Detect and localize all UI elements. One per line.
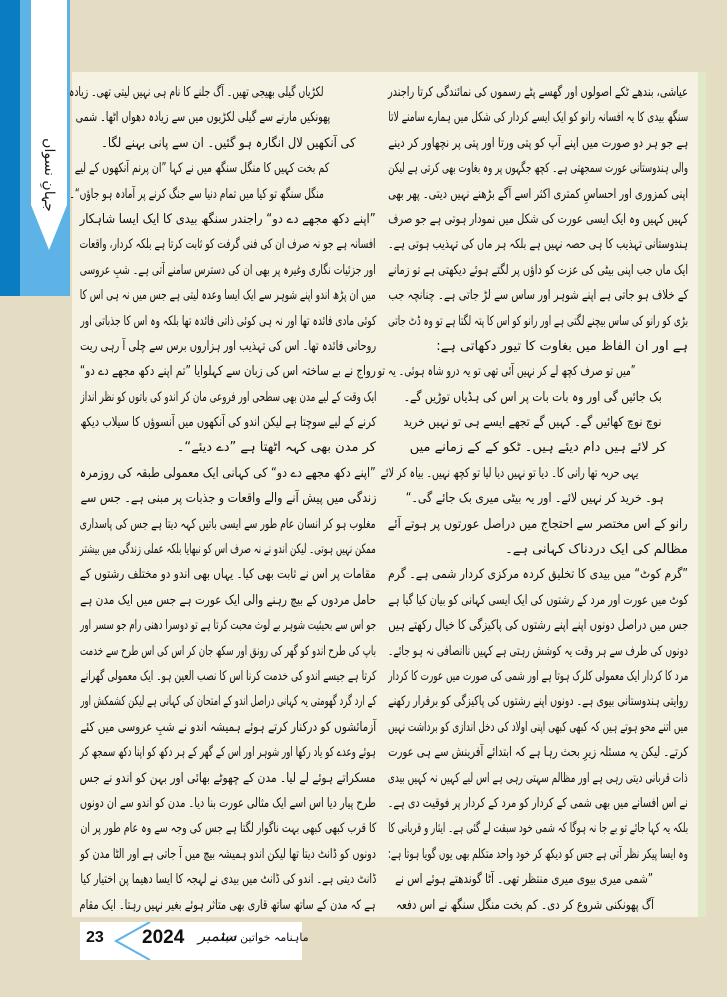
text-line	[388, 486, 688, 511]
text-line-content: میں اتنے محو ہوتے ہیں کہ کبھی کبھی اپنی اولاد کی دخل اندازی کو برداشت نہیں	[388, 719, 688, 735]
text-line	[388, 80, 688, 105]
text-line	[388, 385, 688, 410]
text-line	[80, 131, 376, 156]
text-line	[388, 740, 688, 765]
text-line-content: یہی حربہ تھا رانی کا۔ دیا تو نہیں دیا لیا تو کچھ نہیں۔ بیاہ کر لائے	[380, 465, 639, 481]
text-line	[80, 385, 376, 410]
text-line	[388, 893, 688, 918]
text-line	[388, 867, 688, 892]
text-line	[388, 258, 688, 283]
page-number: 23	[86, 929, 104, 946]
text-line-content: ”شمی میری بیوی میری منتظر تھی۔ آٹا گوندھتے ہوئے اس نے	[394, 872, 653, 888]
text-line	[388, 182, 688, 207]
text-line-content: ہوئے وعدے کو یاد رکھا اور شوہر اور اس کے گھر کے ہر دکھ کو اپنا دکھ سمجھ کر	[80, 745, 376, 761]
text-line	[388, 156, 688, 181]
text-line	[80, 867, 376, 892]
text-line	[388, 131, 688, 156]
text-line	[80, 461, 376, 486]
text-line-content: مظالم کی ایک دردناک کہانی ہے۔	[505, 542, 688, 558]
text-line	[80, 816, 376, 841]
text-line-content: کے ارد گرد گھومتی یہ کہانی دراصل اندو کے امتحان کی کہانی ہے لیکن کشمکش اور	[80, 694, 376, 710]
text-line-content: ”اپنے دکھ مجھے دے دو“ راجندر سنگھ بیدی کا ایک ایسا شاہکار	[80, 211, 376, 227]
text-line-content: طرح پیار دیا اس اسے ایک مثالی عورت بنا دیا۔ مدن کو اندو سے ان دونوں	[80, 795, 376, 811]
text-line-content: ہندوستانی تہذیب کا ہی حصہ نہیں ہے بلکہ ہر ماں کی تہذیب ہوتی ہے۔	[388, 237, 688, 253]
text-line-content: وہ ایسا پیکر نظر آتی ہے جس کو دیکھ کر خود واحد متکلم بھی یوں گویا ہوتا ہے:	[388, 846, 688, 862]
text-line-content: کم بخت کہیں کا منگل سنگھ میں نے کہا ”ان پرنم آنکھوں کے لیے	[74, 161, 330, 177]
text-line	[380, 461, 688, 486]
text-line-content: دونوں کی طرف سے ہر وقت یہ کوشش رہتی ہے کہیں ناانصافی نہ ہو جائے۔	[388, 643, 688, 659]
text-line-content: افسانہ ہے جو نہ صرف ان کی فنی گرفت کو ثابت کرتا ہے بلکہ کردار، واقعات	[80, 237, 376, 253]
text-line	[388, 435, 688, 460]
text-line-content: ممکن نہیں ہوتی۔ لیکن اندو نے نہ صرف اس کو نبھایا بلکہ عملی زندگی میں بیشتر	[80, 542, 376, 558]
text-column-right	[377, 80, 688, 918]
text-line-content: مسکراتے ہوئے لے لیا۔ مدن کے چھوٹے بھائی اور بہن کو اندو نے جس	[80, 770, 376, 786]
text-line-content: ”گرم کوٹ“ میں بیدی کا تخلیق کردہ مرکزی کردار شمی ہے۔ گرم	[388, 567, 688, 583]
text-line-content: جس میں دراصل دونوں اپنے اپنے رشتوں کی پاکیزگی کا خیال رکھتے ہیں	[388, 618, 688, 634]
text-line-content: روحانی فائدہ تھا۔ اس کی تہذیب اور ہزاروں برس سے چلی آ رہی ریت	[80, 338, 376, 354]
text-line	[75, 105, 376, 130]
text-line-content: نے اس افسانے میں بھی شمی کے کردار کو مرد کے کردار پر فوقیت دی ہے۔	[388, 795, 688, 811]
issue-month: ستمبر	[198, 927, 237, 945]
text-line-content: کرنے کے لیے سوچتا ہے لیکن اندو کی آنکھوں میں آنسوؤں کا سیلاب دیکھ	[80, 415, 376, 431]
text-line-content: ہو۔ خرید کر نہیں لائے۔ اور یہ بیٹی میری بک جائے گی۔“	[406, 491, 665, 507]
text-line-content: والی ہندوستانی عورت سمجھتی ہے۔ کچھ جگہوں پر وہ بغاوت بھی کرتی ہے لیکن	[388, 161, 688, 177]
text-line-content: دونوں کو ڈانٹ دیتا تھا لیکن اندو ہمیشہ بیچ میں آ جاتی ہے اور الٹا مدن کو	[80, 846, 376, 862]
text-line-content: ڈانٹ دیتی ہے۔ اندو کی ڈانٹ میں بیدی نے لہجہ کا ایسا دھیما پن اختیار کیا	[80, 872, 376, 888]
text-line	[80, 207, 376, 232]
text-line-content: مقامات پر اس نے ثابت بھی کیا۔ یہاں بھی اندو دو مختلف رشتوں کے	[80, 567, 376, 583]
text-line	[80, 309, 376, 334]
text-line	[388, 791, 688, 816]
text-column-left	[68, 80, 376, 918]
text-line	[80, 410, 376, 435]
text-line	[68, 80, 376, 105]
text-line-content: بلکہ یہ کہا جائے تو بے جا نہ ہوگا کہ شمی خود سبقت لے گئی ہے۔ ایثار و قربانی کا	[388, 821, 688, 837]
text-line	[388, 105, 688, 130]
text-line	[388, 664, 688, 689]
text-line	[80, 435, 376, 460]
text-line	[388, 334, 688, 359]
text-line-content: اور جزئیات نگاری وغیرہ پر بھی ان کی دسترس سامنے آتی ہے۔ شبِ عروسی	[80, 262, 376, 278]
text-line-content: منگل سنگھ تو کیا میں تمام دنیا سے جنگ کرنے پر آمادہ ہو جاؤں“۔	[69, 186, 324, 202]
section-tab-label: جہانِ نسواں	[41, 138, 57, 212]
text-line	[80, 232, 376, 257]
text-line	[388, 410, 688, 435]
text-line-content: جو اس سے بحیثیت شوہر بے لوث محبت کرتا ہے تو دوسرا دھنی رام جو سسر اور	[80, 618, 376, 634]
text-line	[80, 664, 376, 689]
text-line-content: عیاشی، بندھے ٹکے اصولوں اور گھسے پٹے رسموں کی نمائندگی کرتا راجندر	[388, 85, 688, 100]
text-line-content: ہے اور ان الفاظ میں بغاوت کا تیور دکھاتی ہے:	[436, 338, 688, 354]
text-line	[80, 486, 376, 511]
text-line	[80, 512, 376, 537]
text-line-content: آگ پھونکنی شروع کر دی۔ کم بخت منگل سنگھ نے اس دفعہ	[396, 897, 655, 913]
text-line	[388, 283, 688, 308]
text-line	[80, 766, 376, 791]
text-line	[388, 537, 688, 562]
text-line-content: ایک ماں جب اپنی بیٹی کی عزت کو داؤں پر لگتے ہوئے دیکھتی ہے تو زمانے	[388, 262, 688, 278]
text-line-content: کہیں کہیں وہ ایک ایسی عورت کی شکل میں نمودار ہوتی ہے جو صرف	[388, 211, 688, 227]
text-line-content: کر مدن بھی کہہ اٹھتا ہے ”دے دیئے“۔	[176, 440, 376, 456]
text-line-content: لکڑیاں گیلی بھیجی تھیں۔ آگ جلنے کا نام ہی نہیں لیتی تھی۔ زیادہ	[68, 85, 324, 100]
text-line	[80, 613, 376, 638]
text-line	[80, 740, 376, 765]
text-line	[388, 562, 688, 587]
text-line-content: ہے جو ہر دو صورت میں اپنے آپ کو پتی ورتا اور پتی پر نچھاور کر دینے	[388, 135, 688, 151]
text-line	[388, 639, 688, 664]
text-line	[377, 359, 688, 384]
text-line-content: میں ان پڑھ اندو اپنے شوہر سے ایک ایسا وعدہ لیتی ہے جس میں نہ ہی اس کا	[80, 288, 376, 304]
text-line-content: ایک وقت کے لیے مدن بھی سطحی اور فروعی مان کر اندو کی باتوں کو نظر انداز	[80, 389, 376, 405]
text-line-content: ہے کہ مدن کے ساتھ ساتھ قاری بھی متاثر ہوئے بغیر نہیں رہتا۔ ایک مقام	[80, 897, 376, 913]
text-line-content: روایتی ہندوستانی بیوی ہے۔ دونوں اپنے رشتوں کی پاکیزگی کو برقرار رکھنے	[388, 694, 688, 710]
page-edge	[698, 72, 706, 917]
text-line	[80, 791, 376, 816]
text-line	[388, 207, 688, 232]
text-line	[388, 842, 688, 867]
text-line	[80, 334, 376, 359]
text-line-content: رواج نے بے ساختہ اس کی زبان سے کہلوایا ”تم اپنے دکھ مجھے دے دو“	[80, 364, 376, 380]
text-line	[388, 309, 688, 334]
text-line	[388, 512, 688, 537]
text-line-content: مرد کا کردار ایک معمولی کلرک ہوتا ہے اور شمی کی صورت میں عورت کا کردار	[388, 668, 688, 684]
text-line	[388, 689, 688, 714]
text-line-content: ”میں تو صرف کچھ لے کر نہیں آئی تھی تو یہ درو شاہ ہوئی۔ یہ تو	[377, 364, 636, 380]
issue-year: 2024	[142, 927, 185, 948]
text-line-content: سنگھ بیدی کا یہ افسانہ رانو کو ایک ایسے کردار کی شکل میں ہمارے سامنے لاتا	[388, 110, 688, 126]
magazine-name: ماہنامہ خواتین دنیا	[222, 931, 309, 944]
text-line	[80, 893, 376, 918]
text-line	[80, 258, 376, 283]
text-line-content: رانو کے اس مختصر سے احتجاج میں دراصل عورتوں پر ہوتے آئے	[388, 516, 688, 532]
text-line	[80, 639, 376, 664]
text-line-content: کرتا ہے جیسے اندو کی خدمت کرنا اس کا نصب العین ہو۔ ایک معمولی گھرانے	[80, 668, 376, 684]
text-line	[74, 156, 376, 181]
text-line-content: کا قرب کبھی کبھی بہت ناگوار لگتا ہے جس کی وجہ سے وہ عام طور پر ان	[80, 821, 376, 837]
text-line-content: کوٹ میں عورت اور مرد کے رشتوں کی ایک ایسی کہانی کو بیان کیا گیا ہے	[388, 592, 688, 608]
text-line	[388, 232, 688, 257]
text-line-content: زندگی میں پیش آنے والے واقعات و جذبات پر مبنی ہے۔ جس سے	[80, 491, 376, 507]
text-line-content: نوچ نوچ کھائیں گے۔ کہیں گے تجھے ایسے ہی تو نہیں خرید	[403, 415, 662, 431]
text-line	[388, 816, 688, 841]
text-line-content: بک جائیں گی اور وہ بات بات پر اس کی ہڈیاں توڑیں گے۔	[403, 389, 662, 405]
text-line-content: آزمائشوں کو درکنار کرتے ہوئے ہمیشہ اندو نے شبِ عروسی میں کئے	[80, 719, 376, 735]
text-line-content: پھونکیں مارنے سے گیلی لکڑیوں میں سے زیادہ دھواں اٹھا۔ شمی	[75, 110, 331, 126]
text-line-content: کی آنکھیں لال انگارہ ہو گئیں۔ ان سے پانی بہنے لگا۔	[100, 135, 356, 151]
text-line	[80, 562, 376, 587]
text-line	[80, 842, 376, 867]
text-line-content: کے خلاف ہو جاتی ہے اپنے شوہر اور ساس سے لڑ جاتی ہے۔ چنانچہ جب	[388, 288, 688, 304]
text-line	[80, 715, 376, 740]
text-line	[388, 588, 688, 613]
text-line	[69, 182, 376, 207]
text-line	[388, 613, 688, 638]
text-line	[388, 715, 688, 740]
text-line-content: کر لائے ہیں دام دیئے ہیں۔ ٹکو کے کے زمانے میں	[409, 440, 667, 456]
text-line-content: ذات قربانی دیتی رہی ہے اور مظالم سہتی رہی ہے اس لیے کہیں نہ کہیں بیدی	[388, 770, 688, 786]
text-line-content: ”اپنے دکھ مجھے دے دو“ کی کہانی ایک معمولی طبقہ کی روزمرہ	[80, 465, 376, 481]
text-line	[80, 283, 376, 308]
text-line-content: حامل مردوں کے بیچ رہنے والی ایک عورت ہے جس میں ایک مدن ہے	[80, 592, 376, 608]
text-line-content: اپنی کمزوری اور احساسِ کمتری اکثر اسے آگے بڑھنے نہیں دیتی۔ پھر بھی	[388, 186, 688, 202]
text-line-content: مغلوب ہو کر انسان عام طور سے ایسی باتیں کہہ دیتا ہے جس کی پاسداری	[80, 516, 376, 532]
text-line-content: بڑی کو رانو کی ساس بیچنے لگتی ہے اور رانو کو اس کا پتہ لگتا ہے تو وہ ڈٹ جاتی	[388, 313, 688, 329]
text-line	[80, 588, 376, 613]
text-line	[80, 689, 376, 714]
text-line	[80, 359, 376, 384]
text-line-content: باپ کی طرح اندو کو گھر کی رونق اور سکھ جان کر اس کی اس طرح سے خدمت	[80, 643, 376, 659]
text-line-content: کرتے۔ لیکن یہ مسئلہ زیرِ بحث رہا ہے کہ ابتدائے آفرینش سے ہی عورت	[388, 745, 688, 761]
text-line	[388, 766, 688, 791]
text-line	[80, 537, 376, 562]
text-line-content: کوئی مادی فائدہ تھا اور نہ ہی کوئی ذاتی فائدہ تھا بلکہ وہ اس کا جذباتی اور	[80, 313, 376, 329]
